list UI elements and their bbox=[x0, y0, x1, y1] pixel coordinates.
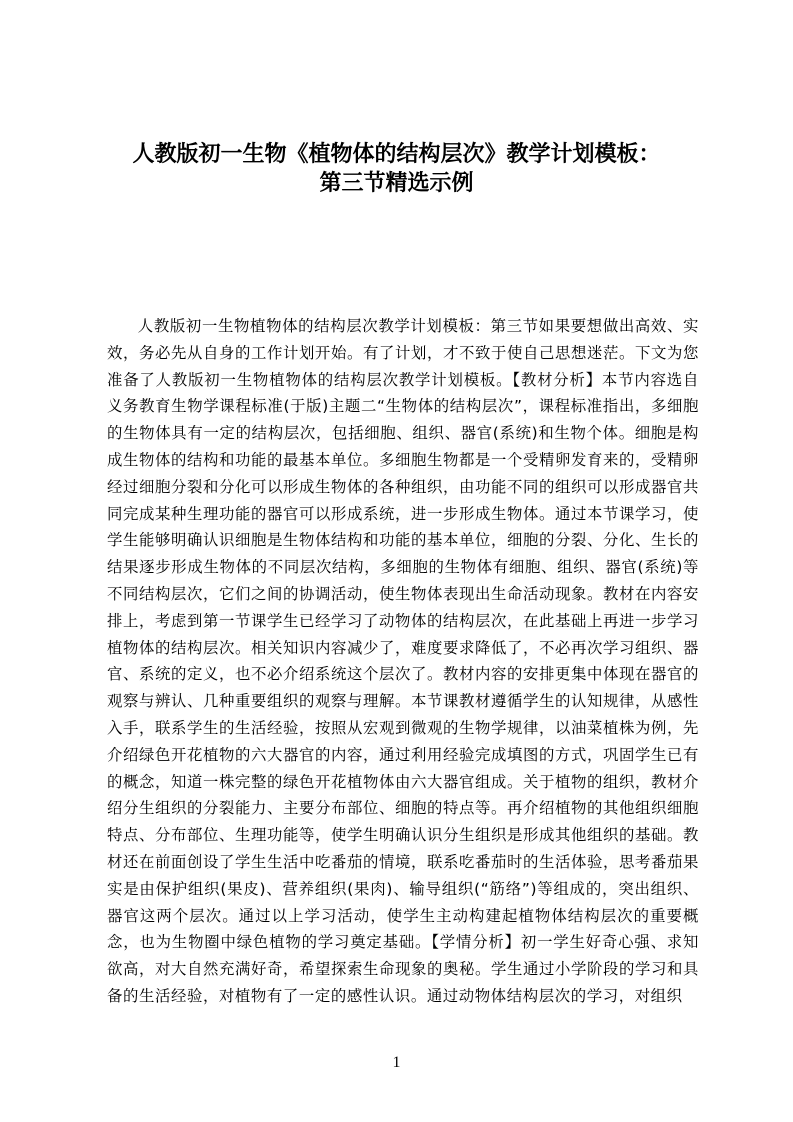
body-paragraph: 人教版初一生物植物体的结构层次教学计划模板：第三节如果要想做出高效、实效，务必先从自身的工作计划开始。有了计划，才不致于使自己思想迷茫。下文为您准备了人教版初一生物植物体的结构层次教学计划模板。【教材分析】本节内容选自义务教育生物学课程标准(于版)主题二“生物体的结构层次”，课程标准指出，多细胞的生物体具有一定的结构层次，包括细胞、组织、器官(系统)和生物个体。细胞是构成生物体的结构和功能的最基本单位。多细胞生物都是一个受精卵发育来的，受精卵经过细胞分裂和分化可以形成生物体的各种组织，由功能不同的组织可以形成器官共同完成某种生理功能的器官可以形成系统，进一步形成生物体。通过本节课学习，使学生能够明确认识细胞是生物体结构和功能的基本单位，细胞的分裂、分化、生长的结果逐步形成生物体的不同层次结构，多细胞的生物体有细胞、组织、器官(系统)等不同结构层次，它们之间的协调活动，使生物体表现出生命活动现象。教材在内容安排上，考虑到第一节课学生已经学习了动物体的结构层次，在此基础上再进一步学习植物体的结构层次。相关知识内容减少了，难度要求降低了，不必再次学习组织、器官、系统的定义，也不必介绍系统这个层次了。教材内容的安排更集中体现在器官的观察与辨认、几种重要组织的观察与理解。本节课教材遵循学生的认知规律，从感性入手，联系学生的生活经验，按照从宏观到微观的生物学规律，以油菜植株为例，先介绍绿色开花植物的六大器官的内容，通过利用经验完成填图的方式，巩固学生已有的概念，知道一株完整的绿色开花植物体由六大器官组成。关于植物的组织，教材介绍分生组织的分裂能力、主要分布部位、细胞的特点等。再介绍植物的其他组织细胞特点、分布部位、生理功能等，使学生明确认识分生组织是形成其他组织的基础。教材还在前面创设了学生生活中吃番茄的情境，联系吃番茄时的生活体验，思考番茄果实是由保护组织(果皮)、营养组织(果肉)、输导组织(“筋络”)等组成的，突出组织、器官这两个层次。通过以上学习活动，使学生主动构建起植物体结构层次的重要概念，也为生物圈中绿色植物的学习奠定基础。【学情分析】初一学生好奇心强、求知欲高，对大自然充满好奇，希望探索生命现象的奥秘。学生通过小学阶段的学习和具备的生活经验，对植物有了一定的感性认识。通过动物体结构层次的学习，对组织 bbox=[107, 317, 699, 1005]
page-number: 1 bbox=[392, 1054, 401, 1071]
document-title bbox=[0, 140, 793, 198]
title-line-1: 人教版初一生物《植物体的结构层次》教学计划模板： bbox=[132, 142, 661, 167]
title-line-2: 第三节精选示例 bbox=[319, 171, 474, 196]
